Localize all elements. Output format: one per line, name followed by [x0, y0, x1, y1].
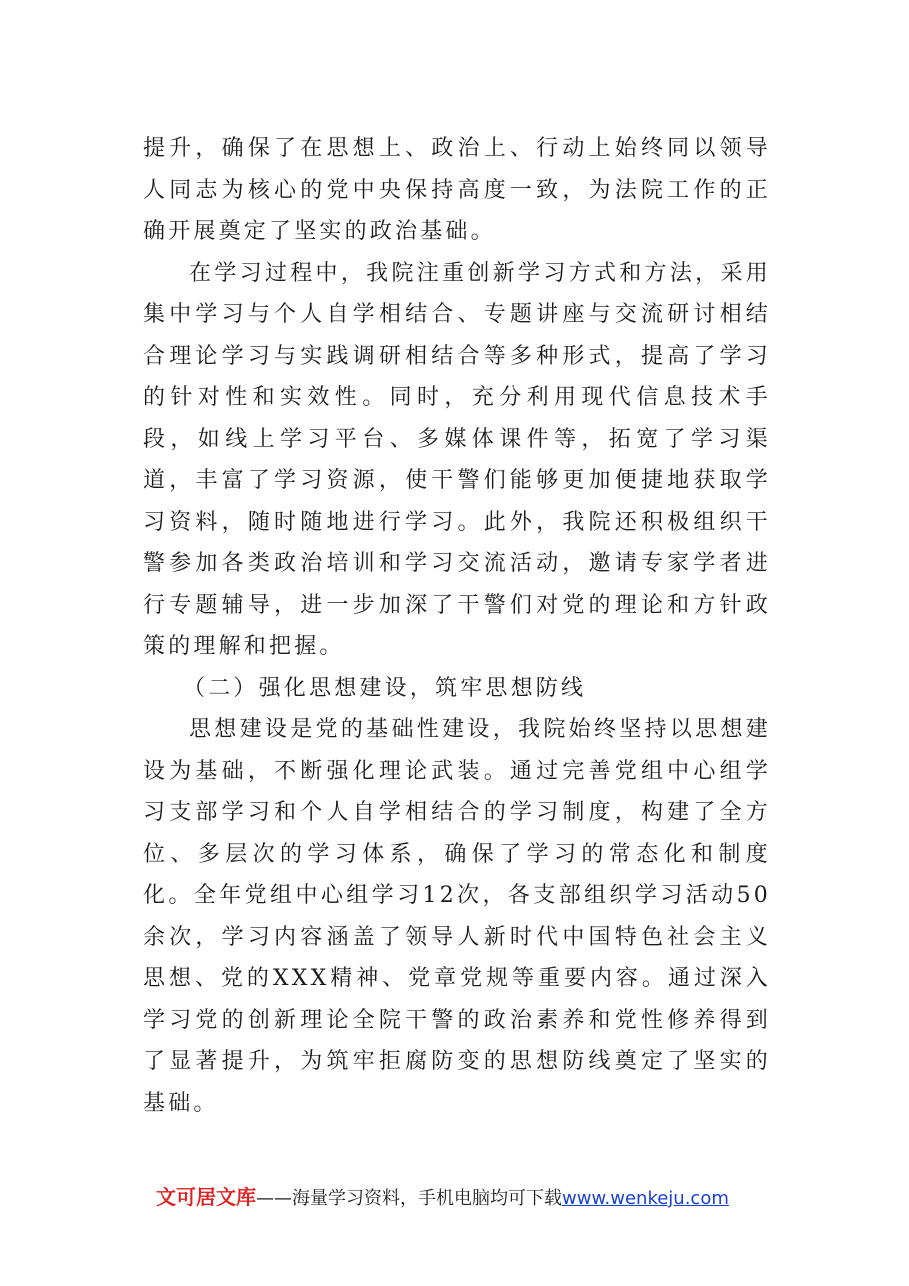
paragraph-ideological-building: 思想建设是党的基础性建设，我院始终坚持以思想建设为基础，不断强化理论武装。通过完善党组中心组学习支部学习和个人自学相结合的学习制度，构建了全方位、多层次的学习体系，确保了学习的常态化和制度化。全年党组中心组学习12次，各支部组织学习活动50余次，学习内容涵盖了领导人新时代中国特色社会主义思想、党的XXX精神、党章党规等重要内容。通过深入学习党的创新理论全院干警的政治素养和党性修养得到了显著提升，为筑牢拒腐防变的思想防线奠定了坚实的基础。 — [143, 717, 771, 1116]
paragraph-study-methods: 在学习过程中，我院注重创新学习方式和方法，采用集中学习与个人自学相结合、专题讲座与交流研讨相结合理论学习与实践调研相结合等多种形式，提高了学习的针对性和实效性。同时，充分利用现代信息技术手段，如线上学习平台、多媒体课件等，拓宽了学习渠道，丰富了学习资源，使干警们能够更加便捷地获取学习资料，随时随地进行学习。此外，我院还积极组织干警参加各类政治培训和学习交流活动，邀请专家学者进行专题辅导，进一步加深了干警们对党的理论和方针政策的理解和把握。 — [143, 260, 771, 659]
document-body — [143, 128, 771, 1124]
section-heading: （二）强化思想建设，筑牢思想防线 — [183, 675, 587, 701]
paragraph-continuation: 提升，确保了在思想上、政治上、行动上始终同以领导人同志为核心的党中央保持高度一致，为法院工作的正确开展奠定了坚实的政治基础。 — [143, 136, 771, 244]
footer-banner — [156, 1181, 729, 1210]
footer-brand: 文可居文库 — [156, 1185, 256, 1209]
footer-link[interactable]: www.wenkeju.com — [562, 1188, 729, 1209]
footer-tagline: ——海量学习资料，手机电脑均可下载 — [256, 1188, 562, 1209]
